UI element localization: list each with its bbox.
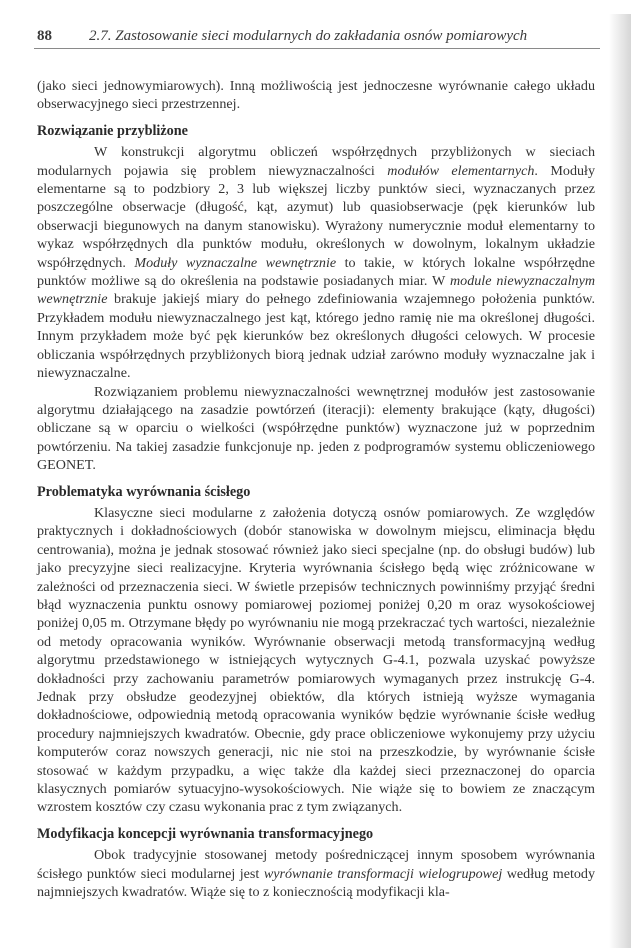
paragraph: [37, 846, 595, 901]
text-run: według metody najmniejszych kwadratów. Wiąże się to z koniecznością modyfikacji kla-: [37, 865, 596, 901]
page-content: [37, 77, 595, 901]
text-run: to takie, w których lokalne współrzędne punktów możliwe są do określenia na podstawie posiadanych miar. W: [37, 254, 595, 290]
paragraph: [37, 383, 595, 475]
text-run: . Moduły elementarne są to podzbiory 2, 3 lub większej liczby punktów sieci, wyznaczanych przez poszczególne obserwacje (długość, kąt, azymut) lub quasiobserwacje (pęk kierunków lub obserwacji biegunowych na danym stanowisku). Wyrażony numerycznie moduł elementarny to wykaz współrzędnych dla punktów modułu, określonych w dowolnym, lokalnym układzie współrzędnych.: [37, 162, 595, 271]
book-page: [37, 27, 595, 901]
section-heading-approximate-solution: Rozwiązanie przybliżone: [37, 122, 188, 139]
text-run: Klasyczne sieci modularne z założenia dotyczą osnów pomiarowych. Ze względów praktycznych i dokładnościowych (dobór stanowiska w dowolnym miejscu, eliminacja błędu centrowania), można je jednak stosować również jako sieci specjalne (np. do obsługi budów) lub jako precyzyjne sieci realizacyjne. Kryteria wyrównania ścisłego będą więc zróżnicowane w zależności od przeznaczenia sieci. W świetle przepisów technicznych powinniśmy przyjąć średni błąd wyznaczenia punktu osnowy pomiarowej poziomej poniżej 0,20 m oraz wysokościowej poniżej 0,05 m. Otrzymane błędy po wyrównaniu nie mogą przekraczać tych wartości, niezależnie od metody opracowania wyników. Wyrównanie obserwacji metodą transformacyjną według algorytmu przedstawionego w istniejących wytycznych G-4.1, pozwala uzyskać powyższe dokładności przy zachowaniu parametrów pomiarowych wymaganych przez instrukcję G-4. Jednak przy obsłudze geodezyjnej obiektów, dla których istnieją wyższe wymagania dokładnościowe, odpowiednią metodą opracowania wyników będzie wyrównanie ścisłe według procedury najmniejszych kwadratów. Obecnie, gdy prace obliczeniowe wykonujemy przy użyciu komputerów coraz nowszych generacji, nic nie stoi na przeszkodzie, by wyrównanie ścisłe stosować w każdym przypadku, a więc także dla każdej sieci przeznaczonej do oparcia klasycznych pomiarów sytuacyjno-wysokościowych. Nie wiąże się to bowiem ze znaczącym wzrostem kosztów czy czasu wykonania prac z tym związanych.: [37, 504, 595, 816]
text-run: brakuje jakiejś miary do pełnego zdefiniowania wzajemnego położenia punktów. Przykładem modułu niewyznaczalnego jest kąt, którego jedno ramię nie ma określonej długości. Innym przykładem może być pęk kierunków bez określonych długości celowych. W procesie obliczania współrzędnych przybliżonych biorą jednak udział zarówno moduły wyznaczalne jak i niewyznaczalne.: [37, 291, 595, 382]
page-number: 88: [37, 28, 52, 44]
section-heading-transformation-modification: Modyfikacja koncepcji wyrównania transformacyjnego: [37, 825, 374, 842]
running-header: [34, 27, 600, 49]
section-heading-rigorous-adjustment: Problematyka wyrównania ścisłego: [37, 483, 251, 500]
emphasis-term: modułów elementarnych: [387, 162, 535, 179]
emphasis-term: Moduły wyznaczalne wewnętrznie: [134, 254, 337, 271]
text-run: Rozwiązaniem problemu niewyznaczalności wewnętrznej modułów jest zastosowanie algorytmu działającego na zasadzie powtórzeń (iteracji): elementy brakujące (kąty, długości) obliczane są w oparciu o wielkości (współrzędne punktów) wyznaczone już w poprzednim powtórzeniu. Na takiej zasadzie funkcjonuje np. jeden z podprogramów systemu obliczeniowego GEONET.: [37, 383, 595, 474]
chapter-title: 2.7. Zastosowanie sieci modularnych do zakładania osnów pomiarowych: [89, 28, 528, 44]
page-edge-shadow: [609, 14, 631, 948]
text-run: W konstrukcji algorytmu obliczeń współrzędnych przybliżonych w sieciach modularnych pojawia się problem niewyznaczalności: [37, 144, 595, 179]
emphasis-term: wyrównanie transformacji wielogrupowej: [263, 865, 503, 882]
emphasis-term: module niewyznaczalnym wewnętrznie: [37, 273, 596, 308]
paragraph: [37, 143, 595, 382]
paragraph: [37, 504, 595, 817]
intro-paragraph: (jako sieci jednowymiarowych). Inną możliwością jest jednoczesne wyrównanie całego układu obserwacyjnego sieci przestrzennej.: [37, 78, 595, 113]
text-run: Obok tradycyjnie stosowanej metody pośredniczącej innym sposobem wyrównania ścisłego punktów sieci modularnej jest: [37, 847, 595, 882]
